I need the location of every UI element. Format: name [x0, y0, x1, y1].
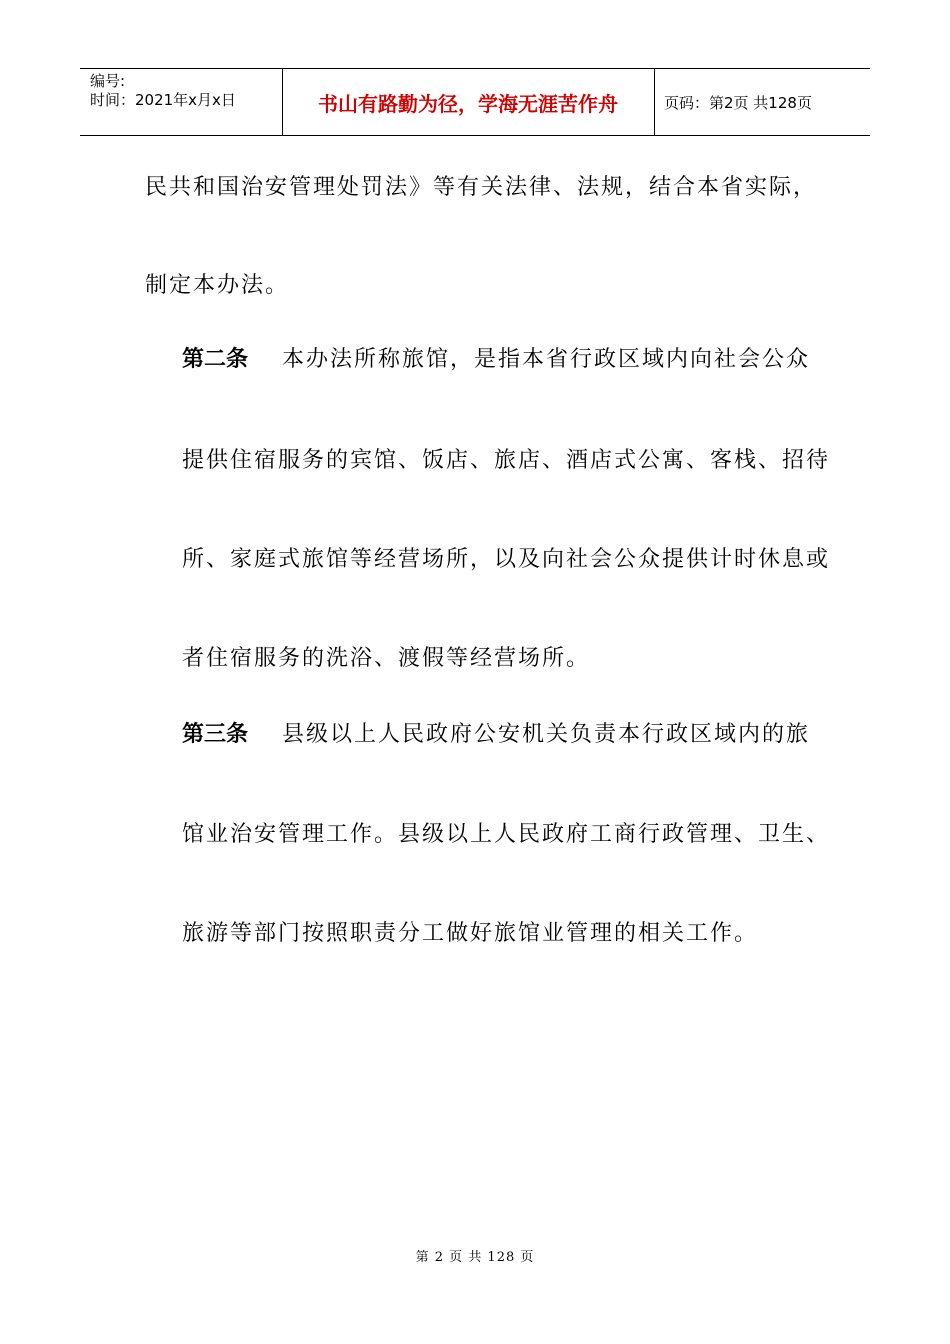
- paragraph-line: 馆业治安管理工作。县级以上人民政府工商行政管理、卫生、: [182, 822, 831, 847]
- page-footer: 第 2 页 共 128 页: [415, 1250, 535, 1265]
- document-number-label: 编号:: [90, 72, 126, 90]
- paragraph-line: 提供住宿服务的宾馆、饭店、旅店、酒店式公寓、客栈、招待: [182, 448, 831, 473]
- article-3-heading: 第三条: [182, 722, 249, 747]
- article-2-first-line: [182, 346, 810, 374]
- paragraph-line: 制定本办法。: [145, 273, 290, 298]
- paragraph-line: 旅游等部门按照职责分工做好旅馆业管理的相关工作。: [182, 921, 759, 946]
- article-3-text: 县级以上人民政府公安机关负责本行政区域内的旅: [282, 722, 811, 747]
- header-motto: 书山有路勤为径，学海无涯苦作舟: [318, 91, 618, 116]
- article-2-text: 本办法所称旅馆，是指本省行政区域内向社会公众: [282, 347, 811, 372]
- page-header: [80, 68, 870, 136]
- paragraph-line: 所、家庭式旅馆等经营场所，以及向社会公众提供计时休息或: [182, 547, 831, 572]
- paragraph-line: 民共和国治安管理处罚法》等有关法律、法规，结合本省实际，: [145, 175, 818, 200]
- document-date: 时间：2021年x月x日: [90, 91, 236, 109]
- article-2-heading: 第二条: [182, 347, 249, 372]
- article-3-first-line: [182, 721, 810, 749]
- header-divider: [654, 69, 655, 135]
- header-page-info: 页码：第2页 共128页: [664, 93, 812, 112]
- header-meta: [80, 69, 282, 135]
- paragraph-line: 者住宿服务的洗浴、渡假等经营场所。: [182, 646, 591, 671]
